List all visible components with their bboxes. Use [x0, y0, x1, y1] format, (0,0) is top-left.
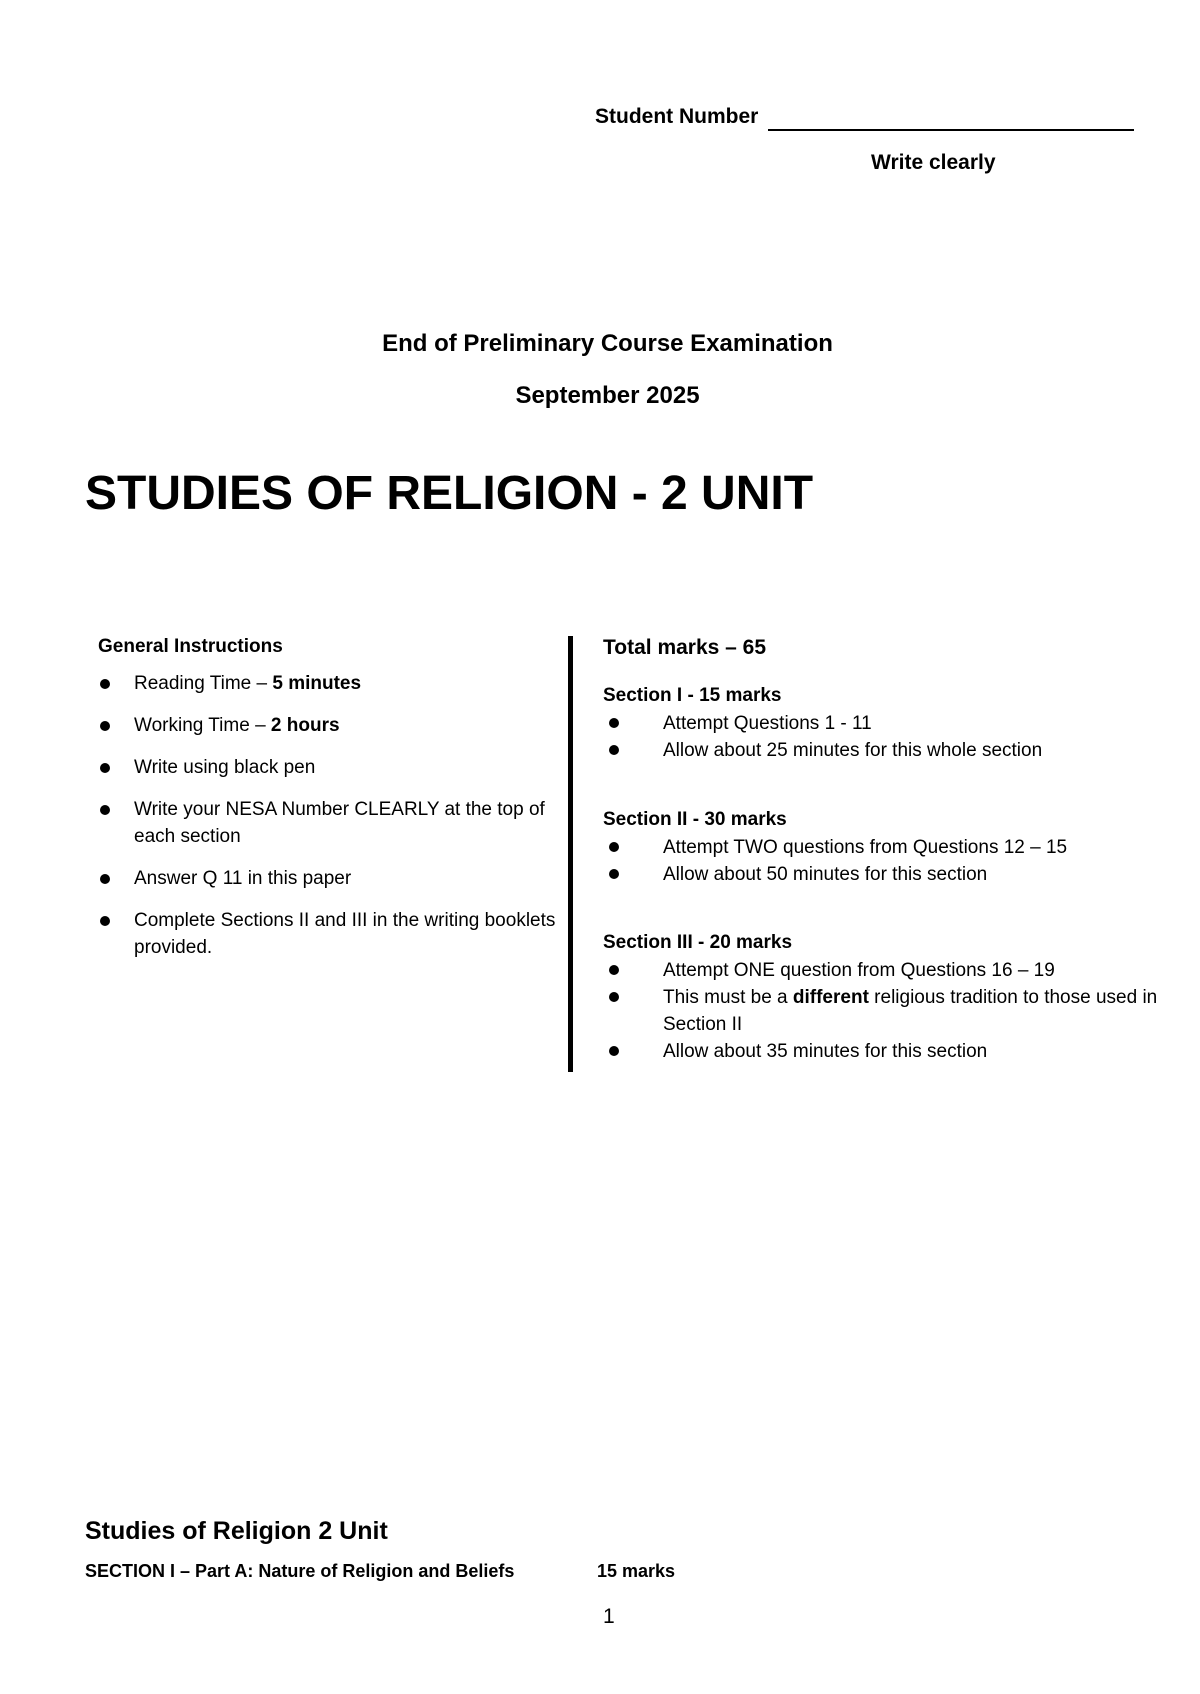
section-item [603, 834, 1163, 861]
instruction-item [98, 865, 558, 892]
section-1-title: Section I - 15 marks [603, 685, 782, 706]
instruction-text: Write your NESA Number CLEARLY at the top of each section [134, 799, 545, 847]
section-2-list [603, 834, 1163, 888]
bullet-icon [609, 965, 619, 975]
bullet-icon [100, 916, 110, 926]
bullet-icon [609, 842, 619, 852]
section-item-text: Attempt TWO questions from Questions 12 – 15 [663, 837, 1068, 858]
section-3-title: Section III - 20 marks [603, 932, 793, 953]
column-divider [568, 636, 573, 1072]
bullet-icon [609, 992, 619, 1002]
bullet-icon [609, 718, 619, 728]
instruction-item [98, 796, 558, 850]
bullet-icon [100, 805, 110, 815]
bullet-icon [100, 763, 110, 773]
general-instructions-list [98, 670, 558, 976]
section-item-text: This must be a different religious tradition to those used in Section II [663, 987, 1158, 1035]
instruction-item [98, 754, 558, 781]
section-item [603, 710, 1163, 737]
exam-date: September 2025 [515, 382, 700, 409]
section-item [603, 737, 1163, 764]
bullet-icon [100, 679, 110, 689]
section-item-text: Allow about 25 minutes for this whole section [663, 740, 1043, 761]
section-item [603, 984, 1163, 1038]
section-1-block [603, 682, 1163, 764]
section-item-text: Allow about 50 minutes for this section [663, 864, 988, 885]
student-number-line[interactable] [768, 129, 1134, 131]
student-number-label: Student Number [595, 105, 759, 128]
exam-title: End of Preliminary Course Examination [382, 330, 833, 357]
footer-title: Studies of Religion 2 Unit [85, 1517, 388, 1545]
instruction-emphasis: 2 hours [270, 715, 340, 736]
section-item [603, 861, 1163, 888]
footer-section-marks: 15 marks [597, 1561, 676, 1581]
general-instructions-heading: General Instructions [98, 636, 283, 657]
instruction-emphasis: 5 minutes [272, 673, 362, 694]
instruction-item [98, 712, 558, 739]
section-item-text: Allow about 35 minutes for this section [663, 1041, 988, 1062]
instruction-text: Complete Sections II and III in the writing booklets provided. [134, 910, 556, 958]
instruction-text: Answer Q 11 in this paper [134, 868, 352, 889]
section-item [603, 1038, 1163, 1065]
bullet-icon [609, 745, 619, 755]
footer-section-heading: SECTION I – Part A: Nature of Religion and Beliefs [85, 1561, 515, 1581]
section-item [603, 957, 1163, 984]
section-item-text: Attempt Questions 1 - 11 [663, 713, 872, 734]
instruction-item [98, 670, 558, 697]
section-2-block [603, 806, 1163, 888]
total-marks: Total marks – 65 [603, 636, 767, 659]
instruction-text: Reading Time – [134, 673, 273, 694]
section-1-list [603, 710, 1163, 764]
section-3-block [603, 929, 1163, 1065]
bullet-icon [100, 874, 110, 884]
subject-title: STUDIES OF RELIGION - 2 UNIT [85, 467, 814, 520]
instruction-text: Write using black pen [134, 757, 316, 778]
bullet-icon [609, 1046, 619, 1056]
page-number: 1 [603, 1605, 615, 1628]
bullet-icon [609, 869, 619, 879]
section-item-text: Attempt ONE question from Questions 16 – 19 [663, 960, 1055, 981]
bullet-icon [100, 721, 110, 731]
section-3-list [603, 957, 1163, 1065]
section-2-title: Section II - 30 marks [603, 809, 787, 830]
instruction-text: Working Time – [134, 715, 271, 736]
instruction-item [98, 907, 558, 961]
write-clearly-note: Write clearly [871, 151, 996, 174]
